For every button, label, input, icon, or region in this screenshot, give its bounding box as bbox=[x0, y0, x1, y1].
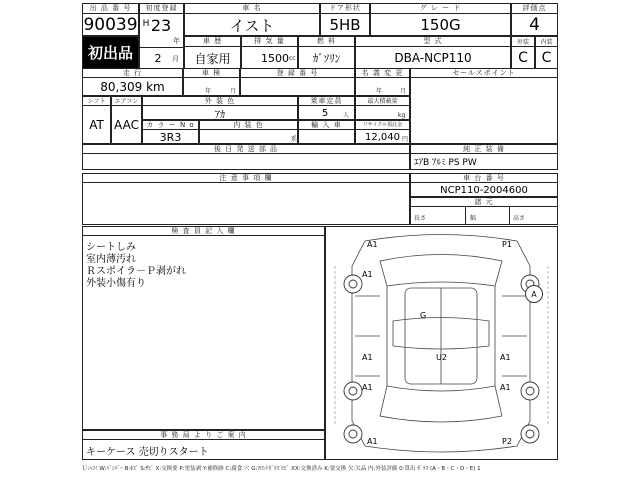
interior-unit-mark: 系 bbox=[291, 136, 298, 143]
dims-div-2 bbox=[509, 207, 510, 225]
damage-mark-5: G bbox=[420, 311, 427, 320]
interior-color-label: 内 装 色 bbox=[199, 120, 298, 130]
month: 2 bbox=[154, 51, 162, 65]
dims-label: 諸 元 bbox=[410, 197, 558, 207]
first-listing: 初出品 bbox=[87, 44, 133, 62]
capacity: 5 bbox=[321, 107, 329, 119]
recycle: 12,040 bbox=[365, 131, 400, 143]
usage-label: 車 歴 bbox=[184, 36, 241, 47]
era: H bbox=[142, 19, 150, 29]
damage-mark-10: A1 bbox=[500, 383, 511, 392]
inspector-label: 検 査 員 記 入 欄 bbox=[82, 226, 325, 236]
first-reg-label: 初度登録 bbox=[139, 3, 184, 14]
import-label: 輸 入 車 bbox=[298, 120, 355, 130]
inspector-note-2: 室内薄汚れ bbox=[86, 254, 136, 265]
lot-number-label: 出 品 番 号 bbox=[82, 3, 139, 14]
recycle-unit: 円 bbox=[402, 136, 409, 143]
sales-point-cell bbox=[410, 68, 558, 144]
name-change-year: 年 bbox=[376, 88, 383, 95]
load-unit: kg bbox=[398, 112, 406, 119]
damage-mark-6: A1 bbox=[362, 353, 373, 362]
capacity-unit: 人 bbox=[343, 112, 350, 119]
inspection-year: 年 bbox=[205, 88, 212, 95]
shift: AT bbox=[89, 118, 104, 132]
fuel: ｶﾞｿﾘﾝ bbox=[312, 52, 341, 65]
capacity-label: 乗車定員 bbox=[298, 96, 355, 106]
model: DBA-NCP110 bbox=[394, 51, 472, 65]
car-name-label: 車 名 bbox=[184, 3, 320, 14]
damage-mark-7: U2 bbox=[436, 353, 447, 362]
month-unit: 月 bbox=[172, 55, 179, 63]
color-no: 3R3 bbox=[159, 130, 182, 144]
damage-mark-8: A1 bbox=[500, 353, 511, 362]
office-text: キーケース 売切りスタート bbox=[86, 447, 209, 458]
damage-mark-2: P1 bbox=[502, 240, 512, 249]
height-label: 高さ bbox=[513, 215, 526, 222]
damage-mark-11: A1 bbox=[367, 437, 378, 446]
lot-number: 90039 bbox=[83, 15, 138, 35]
retrofit-label: 後 日 発 送 部 品 bbox=[82, 144, 410, 154]
name-change-month: 月 bbox=[400, 88, 407, 95]
displacement-unit: cc bbox=[289, 55, 296, 62]
mileage: 80,309 km bbox=[100, 80, 165, 94]
year: 23 bbox=[150, 15, 172, 35]
damage-mark-12: P2 bbox=[502, 437, 512, 446]
office-label: 事 務 局 よ り ご 案 内 bbox=[82, 430, 325, 440]
int: C bbox=[541, 50, 552, 66]
damage-mark-1: A1 bbox=[367, 240, 378, 249]
color-no-label: カ ラ ー N o bbox=[142, 120, 199, 130]
dims-div-1 bbox=[465, 207, 466, 225]
chassis: NCP110-2004600 bbox=[440, 184, 528, 196]
inspector-note-4: 外装小傷有り bbox=[86, 278, 146, 289]
int-label: 内装 bbox=[535, 36, 558, 47]
model-label: 型 式 bbox=[355, 36, 511, 47]
recycle-label: リサイクル預託金 bbox=[355, 120, 410, 130]
grade-label: グ レ ー ド bbox=[370, 3, 511, 14]
length-label: 長さ bbox=[414, 215, 427, 222]
color: ｱｶ bbox=[215, 109, 225, 120]
inspection-month: 月 bbox=[230, 88, 237, 95]
plate-label: 登 録 番 号 bbox=[240, 68, 355, 78]
damage-mark-4: A bbox=[525, 285, 543, 303]
ext: C bbox=[518, 50, 528, 66]
score-label: 評価点 bbox=[511, 3, 558, 14]
damage-mark-9: A1 bbox=[362, 383, 373, 392]
car-name: イスト bbox=[229, 16, 275, 35]
usage: 自家用 bbox=[194, 51, 231, 66]
fuel-label: 燃 料 bbox=[298, 36, 355, 47]
grade: 150G bbox=[420, 16, 461, 34]
width-label: 幅 bbox=[470, 215, 477, 222]
ac: AAC bbox=[114, 118, 139, 132]
displacement: 1500 bbox=[261, 51, 289, 65]
damage-mark-3: A1 bbox=[362, 270, 373, 279]
equipment: ｴｱB ｱﾙﾐ PS PW bbox=[414, 158, 477, 168]
notes-label: 注 意 事 項 欄 bbox=[82, 173, 410, 183]
legend: Ｕ:ﾍｺﾐ W:ﾊﾞﾝﾊﾟｰ B:ｷｽﾞ S:ｻﾋﾞ X:交換要 P:塗装剥 Y:補修跡 C:腐食 穴 G:ﾌﾛﾝﾄｶﾞﾗｽ ﾋﾋﾞ XX:交換済み K:要交換 欠:欠品 内:外装評価 0:算出 ｶﾞﾗｽ (A・B・C・D・E) 1 bbox=[82, 466, 481, 472]
door: 5HB bbox=[329, 16, 361, 34]
load-label: 最大積載量 bbox=[355, 96, 410, 106]
equipment-label: 純 正 装 備 bbox=[410, 144, 558, 154]
name-change-label: 名 義 変 更 bbox=[355, 68, 410, 78]
inspector-note-1: シートしみ bbox=[86, 242, 136, 253]
sales-point-label: セールスポイント bbox=[410, 68, 558, 78]
score: 4 bbox=[529, 15, 540, 35]
year-unit: 年 bbox=[173, 37, 180, 45]
ac-label: エアコン bbox=[111, 96, 142, 106]
inspector-note-3: Ｒスポイラ－Ｐ剥がれ bbox=[86, 266, 186, 277]
ext-label: 外装 bbox=[511, 36, 535, 47]
displacement-label: 排 気 量 bbox=[241, 36, 298, 47]
chassis-label: 車 台 番 号 bbox=[410, 173, 558, 183]
shift-label: シフト bbox=[82, 96, 111, 106]
car-diagram bbox=[325, 226, 558, 460]
color-label: 外 装 色 bbox=[142, 96, 298, 106]
door-label: ドア形状 bbox=[320, 3, 370, 14]
inspection-label: 車 検 bbox=[183, 68, 240, 78]
mileage-label: 走 行 bbox=[82, 68, 183, 78]
